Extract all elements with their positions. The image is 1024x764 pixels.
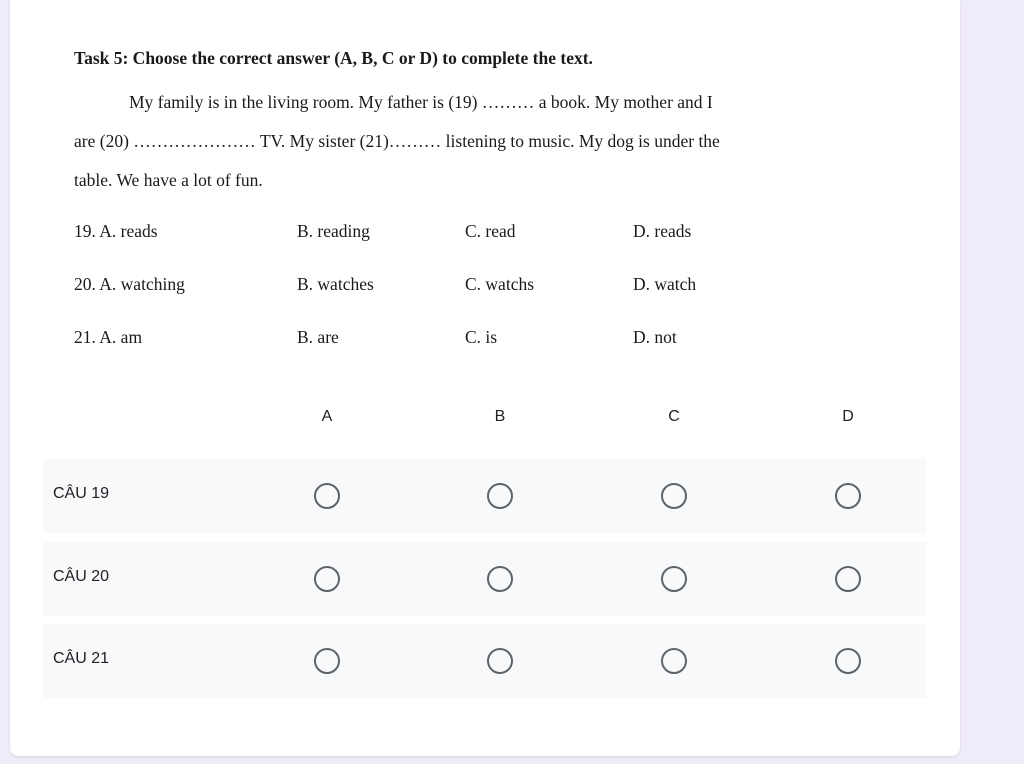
row-label-20: CÂU 20 (53, 568, 110, 585)
radio-19-c[interactable] (661, 483, 687, 509)
radio-21-d[interactable] (835, 648, 861, 674)
q20-option-d: D. watch (633, 274, 697, 294)
task-title: Task 5: Choose the correct answer (A, B, C or D) to complete the text. (74, 48, 593, 68)
q19-option-d: D. reads (633, 221, 692, 241)
q21-option-b: B. are (297, 327, 339, 347)
passage-line-3: table. We have a lot of fun. (74, 170, 263, 190)
q20-option-b: B. watches (297, 274, 374, 294)
column-header-d: D (842, 408, 854, 425)
radio-20-b[interactable] (487, 566, 513, 592)
radio-19-d[interactable] (835, 483, 861, 509)
radio-21-b[interactable] (487, 648, 513, 674)
grid-row-21 (43, 624, 926, 698)
question-21-options (74, 327, 914, 351)
passage-line-2: are (20) ………………… TV. My sister (21)……… listening to music. My dog is under the (74, 131, 720, 151)
q20-option-c: C. watchs (465, 274, 535, 294)
question-20-options (74, 274, 914, 298)
answer-grid (43, 400, 926, 700)
passage-line-1: My family is in the living room. My father is (19) ……… a book. My mother and I (129, 92, 713, 112)
q21-option-c: C. is (465, 327, 498, 347)
q19-option-c: C. read (465, 221, 516, 241)
q21-option-d: D. not (633, 327, 677, 347)
grid-row-20 (43, 542, 926, 616)
column-header-c: C (668, 408, 680, 425)
q19-option-b: B. reading (297, 221, 370, 241)
question-19-options (74, 221, 914, 245)
radio-21-a[interactable] (314, 648, 340, 674)
q19-option-a: 19. A. reads (74, 221, 158, 241)
q20-option-a: 20. A. watching (74, 274, 185, 294)
radio-20-a[interactable] (314, 566, 340, 592)
grid-row-19 (43, 459, 926, 533)
radio-21-c[interactable] (661, 648, 687, 674)
column-header-b: B (494, 408, 506, 425)
row-label-21: CÂU 21 (53, 650, 110, 667)
row-label-19: CÂU 19 (53, 485, 110, 502)
q21-option-a: 21. A. am (74, 327, 143, 347)
radio-19-b[interactable] (487, 483, 513, 509)
radio-20-d[interactable] (835, 566, 861, 592)
question-card (10, 0, 960, 756)
radio-20-c[interactable] (661, 566, 687, 592)
radio-19-a[interactable] (314, 483, 340, 509)
column-header-a: A (321, 408, 333, 425)
